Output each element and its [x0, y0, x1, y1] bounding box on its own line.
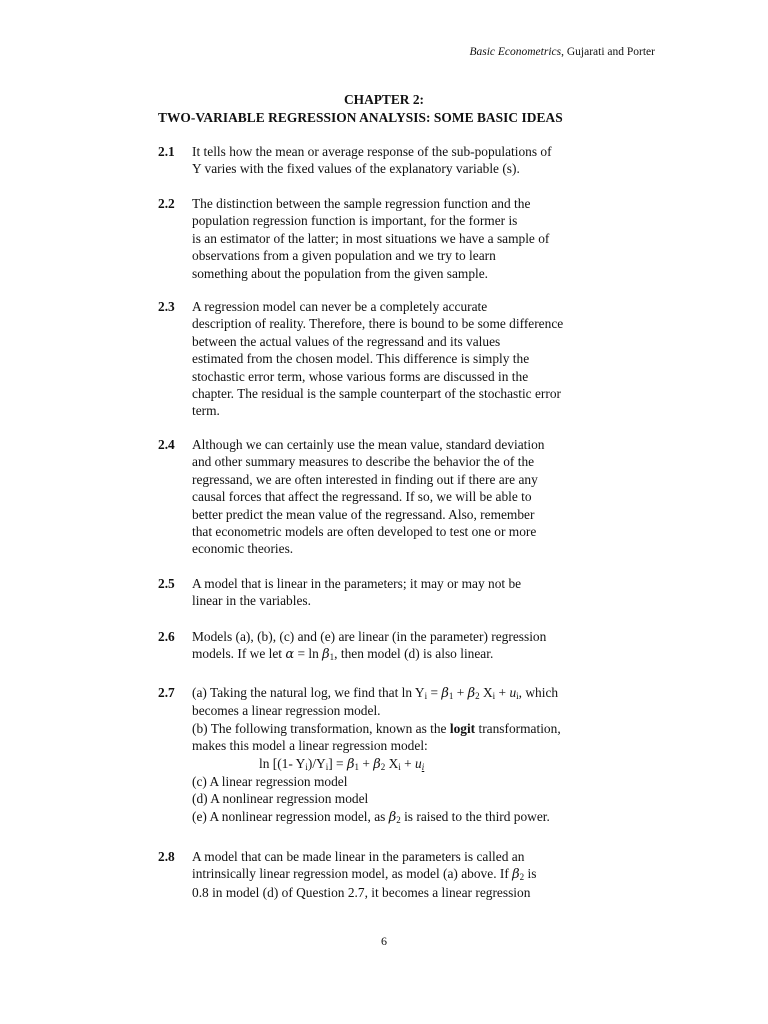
answer-line: Models (a), (b), (c) and (e) are linear (in the parameter) regression — [192, 629, 547, 644]
answer-line — [192, 865, 632, 883]
answer-line: becomes a linear regression model. — [192, 703, 381, 719]
answer-line: linear in the variables. — [192, 593, 311, 609]
answer-line: something about the population from the given sample. — [192, 265, 489, 281]
answer-line — [192, 645, 632, 663]
question-number: 2.2 — [158, 196, 175, 211]
text-run: is raised to the third power. — [400, 808, 550, 824]
question-number: 2.4 — [158, 437, 175, 452]
answer-text — [192, 575, 632, 610]
text-run: is — [524, 866, 537, 882]
answer-line: causal forces that affect the regressand. If so, we will be able to — [192, 489, 532, 505]
question-number: 2.7 — [158, 685, 175, 700]
subscript: 1 — [448, 691, 454, 701]
beta-symbol: β — [373, 756, 381, 772]
u-symbol: u — [509, 685, 517, 700]
subscript: i — [325, 761, 329, 772]
beta-symbol: β — [346, 756, 355, 772]
answer-line — [192, 720, 632, 737]
text-run: = ln — [294, 646, 323, 662]
answer-line: Although we can certainly use the mean value, standard deviation — [192, 437, 545, 452]
text-run: )/Y — [307, 755, 326, 771]
text-run: = — [427, 685, 442, 700]
text-run: intrinsically linear regression model, as model (a) above. If — [192, 866, 513, 882]
text-run: + — [400, 755, 416, 771]
answer-line: that econometric models are often developed to test one or more — [192, 524, 537, 540]
subscript: i — [421, 761, 425, 772]
answer-line: observations from a given population and we try to learn — [192, 248, 496, 264]
subscript: 2 — [519, 872, 525, 883]
text-run: + — [358, 755, 374, 771]
answer-line: (c) A linear regression model — [192, 774, 348, 790]
answer-text — [192, 628, 632, 664]
text-run: ] = — [328, 755, 347, 771]
answer-line: regressand, we are often interested in finding out if there are any — [192, 471, 538, 487]
answer-line: is an estimator of the latter; in most situations we have a sample of — [192, 230, 550, 246]
equation-line — [192, 755, 632, 773]
text-run: X — [479, 685, 493, 700]
beta-symbol: β — [322, 647, 330, 663]
question-number: 2.3 — [158, 299, 175, 314]
answer-line: A regression model can never be a completely accurate — [192, 299, 488, 314]
text-run: ln [(1- Y — [259, 755, 306, 771]
running-header — [469, 45, 655, 59]
answer-line: The distinction between the sample regression function and the — [192, 196, 531, 211]
subscript: 1 — [354, 761, 359, 772]
subscript: 2 — [396, 814, 401, 825]
text-run: , which — [518, 685, 559, 700]
page-number: 6 — [381, 934, 387, 948]
beta-symbol: β — [467, 686, 476, 701]
subscript: i — [516, 691, 519, 701]
answer-text — [192, 436, 632, 558]
text-run: transformation, — [475, 720, 561, 736]
answer-line — [192, 808, 632, 826]
subscript: i — [305, 761, 308, 772]
question-number: 2.5 — [158, 576, 175, 591]
question-number: 2.6 — [158, 629, 175, 644]
logit-term: logit — [449, 720, 476, 736]
answer-line: term. — [192, 403, 220, 419]
answer-line: description of reality. Therefore, there is bound to be some difference — [192, 316, 564, 332]
answer-line: better predict the mean value of the regressand. Also, remember — [192, 506, 535, 522]
subscript: 2 — [475, 691, 480, 701]
answer-line: A model that is linear in the parameters; it may or may not be — [192, 576, 522, 591]
text-run: X — [385, 755, 399, 771]
alpha-symbol: α — [285, 647, 295, 663]
subscript: 2 — [380, 761, 386, 772]
beta-symbol: β — [512, 867, 520, 883]
answer-text — [192, 848, 632, 901]
question-number: 2.1 — [158, 144, 175, 159]
subscript: i — [492, 691, 496, 701]
answer-line: It tells how the mean or average response of the sub-populations of — [192, 144, 552, 159]
answer-line: between the actual values of the regressand and its values — [192, 333, 501, 349]
answer-line: makes this model a linear regression model: — [192, 738, 428, 754]
text-run: , then model (d) is also linear. — [334, 646, 494, 662]
beta-symbol: β — [388, 809, 397, 825]
answer-line: and other summary measures to describe the behavior the of the — [192, 454, 535, 470]
authors: , Gujarati and Porter — [561, 46, 655, 58]
answer-text — [192, 684, 632, 826]
book-title: Basic Econometrics — [469, 46, 562, 58]
beta-symbol: β — [441, 686, 449, 701]
answer-line: population regression function is important, for the former is — [192, 213, 518, 229]
chapter-title: TWO-VARIABLE REGRESSION ANALYSIS: SOME BASIC IDEAS — [158, 110, 563, 125]
answer-line: stochastic error term, whose various forms are discussed in the — [192, 368, 529, 384]
answer-line: A model that can be made linear in the parameters is called an — [192, 849, 525, 864]
answer-line: economic theories. — [192, 541, 294, 557]
answer-text — [192, 298, 632, 420]
question-number: 2.8 — [158, 849, 175, 864]
answer-line: (d) A nonlinear regression model — [192, 791, 369, 807]
answer-text — [192, 195, 632, 282]
text-run: + — [453, 685, 468, 700]
text-run: (e) A nonlinear regression model, as — [192, 808, 389, 824]
answer-text — [192, 143, 632, 178]
text-run: + — [495, 685, 510, 700]
answer-line: Y varies with the fixed values of the explanatory variable (s). — [192, 161, 520, 177]
text-run: (b) The following transformation, known as the — [192, 720, 450, 736]
text-run: (a) Taking the natural log, we find that ln Y — [192, 685, 425, 700]
text-run: models. If we let — [192, 646, 286, 662]
answer-line: estimated from the chosen model. This difference is simply the — [192, 351, 530, 367]
subscript: i — [424, 691, 428, 701]
answer-line — [192, 684, 632, 702]
chapter-heading: CHAPTER 2: — [344, 92, 424, 107]
subscript: i — [398, 761, 401, 772]
u-symbol: u — [415, 755, 422, 771]
answer-line: chapter. The residual is the sample counterpart of the stochastic error — [192, 386, 561, 402]
answer-line: 0.8 in model (d) of Question 2.7, it becomes a linear regression — [192, 884, 531, 900]
subscript: 1 — [329, 652, 335, 663]
